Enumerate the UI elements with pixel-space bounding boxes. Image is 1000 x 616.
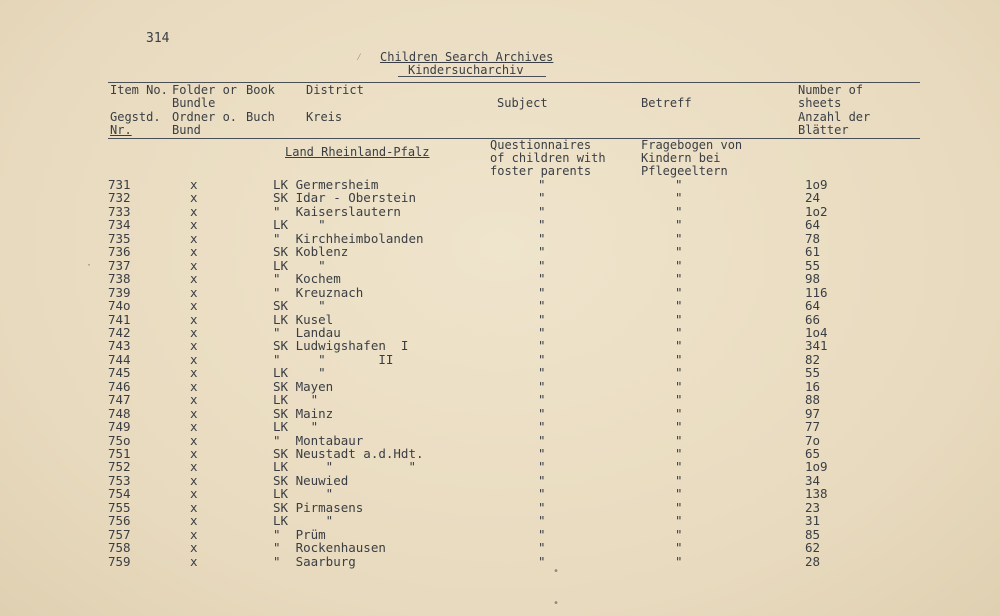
betreff-ditto: "	[675, 177, 683, 192]
sheet-count: 28	[805, 553, 821, 569]
document-title: Children Search Archives	[380, 50, 554, 64]
sheet-count: 88	[805, 392, 821, 408]
sheet-count: 1o9	[805, 177, 828, 192]
table-row	[0, 379, 1000, 393]
folder-mark: x	[190, 244, 198, 260]
item-number: 737	[108, 257, 131, 273]
folder-mark: x	[190, 486, 198, 502]
folder-mark: x	[190, 553, 198, 569]
subject-ditto: "	[538, 499, 546, 515]
betreff-ditto: "	[675, 244, 683, 260]
item-number: 746	[108, 378, 131, 394]
district-cell: LK "	[273, 486, 334, 502]
district-cell: " Landau	[273, 324, 341, 340]
item-number: 747	[108, 392, 131, 408]
item-number: 733	[108, 203, 131, 219]
item-number: 753	[108, 472, 131, 488]
subject-ditto: "	[538, 419, 546, 435]
table-row	[0, 527, 1000, 541]
subject-ditto: "	[538, 472, 546, 488]
betreff-ditto: "	[675, 230, 683, 246]
item-number: 736	[108, 244, 131, 260]
table-row	[0, 190, 1000, 204]
betreff-ditto: "	[675, 405, 683, 421]
sheet-count: 55	[805, 365, 821, 381]
district-cell: LK " "	[273, 459, 416, 475]
item-number: 734	[108, 217, 131, 233]
betreff-ditto: "	[675, 446, 683, 461]
folder-mark: x	[190, 203, 198, 219]
subject-ditto: "	[538, 311, 546, 327]
table-row	[0, 352, 1000, 366]
folder-mark: x	[190, 338, 198, 354]
table-row	[0, 433, 1000, 447]
folder-mark: x	[190, 432, 198, 448]
sheet-count: 1o9	[805, 459, 828, 475]
folder-mark: x	[190, 311, 198, 327]
section-betreff-line-1: Fragebogen von	[641, 138, 743, 152]
district-cell: SK Mainz	[273, 405, 334, 421]
district-cell: LK "	[273, 419, 319, 435]
folder-mark: x	[190, 540, 198, 556]
betreff-ditto: "	[675, 190, 683, 206]
table-row	[0, 177, 1000, 191]
sheet-count: 82	[805, 351, 821, 367]
pen-mark: ⁄	[356, 52, 363, 63]
betreff-ditto: "	[675, 311, 683, 327]
header-ordner: Ordner o.	[172, 110, 238, 124]
betreff-ditto: "	[675, 365, 683, 381]
folder-mark: x	[190, 392, 198, 408]
item-number: 745	[108, 365, 131, 381]
header-book: Book	[246, 83, 275, 97]
section-betreff-line-3: Pflegeeltern	[641, 164, 728, 178]
item-number: 759	[108, 553, 131, 569]
item-number: 752	[108, 459, 131, 475]
folder-mark: x	[190, 365, 198, 381]
betreff-ditto: "	[675, 298, 683, 314]
item-number: 751	[108, 446, 131, 461]
table-row	[0, 459, 1000, 473]
district-cell: " Rockenhausen	[273, 540, 386, 556]
table-row	[0, 486, 1000, 500]
betreff-ditto: "	[675, 553, 683, 569]
subject-ditto: "	[538, 271, 546, 287]
item-number: 741	[108, 311, 131, 327]
folder-mark: x	[190, 284, 198, 300]
section-subject-line-3: foster parents	[490, 164, 592, 178]
subtitle-underline	[398, 76, 546, 77]
subject-ditto: "	[538, 351, 546, 367]
betreff-ditto: "	[675, 271, 683, 287]
subject-ditto: "	[538, 365, 546, 381]
folder-mark: x	[190, 324, 198, 340]
table-row	[0, 419, 1000, 433]
betreff-ditto: "	[675, 419, 683, 435]
header-gegstd: Gegstd.	[110, 110, 161, 124]
betreff-ditto: "	[675, 472, 683, 488]
table-row	[0, 540, 1000, 554]
sheet-count: 61	[805, 244, 821, 260]
subject-ditto: "	[538, 217, 546, 233]
header-folder-or: Folder or	[172, 83, 238, 97]
sheet-count: 55	[805, 257, 821, 273]
table-row	[0, 298, 1000, 312]
item-number: 748	[108, 405, 131, 421]
betreff-ditto: "	[675, 486, 683, 502]
district-cell: " Kirchheimbolanden	[273, 230, 424, 246]
district-cell: LK "	[273, 257, 326, 273]
folder-mark: x	[190, 526, 198, 542]
sheet-count: 34	[805, 472, 821, 488]
folder-mark: x	[190, 177, 198, 192]
betreff-ditto: "	[675, 378, 683, 394]
item-number: 757	[108, 526, 131, 542]
sheet-count: 24	[805, 190, 821, 206]
item-number: 755	[108, 499, 131, 515]
subject-ditto: "	[538, 338, 546, 354]
header-nr: Nr.	[110, 123, 132, 137]
folder-mark: x	[190, 230, 198, 246]
item-number: 754	[108, 486, 131, 502]
district-cell: SK Idar - Oberstein	[273, 190, 416, 206]
sheet-count: 64	[805, 298, 821, 314]
betreff-ditto: "	[675, 540, 683, 556]
table-row	[0, 312, 1000, 326]
table-row	[0, 406, 1000, 420]
district-cell: LK Kusel	[273, 311, 334, 327]
subject-ditto: "	[538, 432, 546, 448]
header-buch: Buch	[246, 110, 275, 124]
sheet-count: 116	[805, 284, 828, 300]
subject-ditto: "	[538, 257, 546, 273]
district-cell: SK "	[273, 298, 326, 314]
header-subject: Subject	[497, 96, 548, 110]
folder-mark: x	[190, 190, 198, 206]
item-number: 743	[108, 338, 131, 354]
folder-mark: x	[190, 257, 198, 273]
folder-mark: x	[190, 378, 198, 394]
sheet-count: 1o2	[805, 203, 828, 219]
district-cell: " Montabaur	[273, 432, 364, 448]
sheet-count: 1o4	[805, 324, 828, 340]
district-cell: LK "	[273, 513, 334, 529]
district-cell: LK "	[273, 217, 326, 233]
folder-mark: x	[190, 405, 198, 421]
table-row	[0, 258, 1000, 272]
betreff-ditto: "	[675, 432, 683, 448]
district-cell: SK Neustadt a.d.Hdt.	[273, 446, 424, 461]
table-row	[0, 231, 1000, 245]
folder-mark: x	[190, 472, 198, 488]
sheet-count: 138	[805, 486, 828, 502]
folder-mark: x	[190, 419, 198, 435]
folder-mark: x	[190, 298, 198, 314]
betreff-ditto: "	[675, 459, 683, 475]
sheet-count: 85	[805, 526, 821, 542]
subject-ditto: "	[538, 486, 546, 502]
subject-ditto: "	[538, 244, 546, 260]
header-bund: Bund	[172, 123, 201, 137]
sheet-count: 341	[805, 338, 828, 354]
header-bundle: Bundle	[172, 96, 216, 110]
subject-ditto: "	[538, 446, 546, 461]
district-cell: SK Pirmasens	[273, 499, 364, 515]
district-cell: " Kreuznach	[273, 284, 364, 300]
betreff-ditto: "	[675, 324, 683, 340]
table-row	[0, 513, 1000, 527]
district-cell: SK Mayen	[273, 378, 334, 394]
betreff-ditto: "	[675, 513, 683, 529]
sheet-count: 16	[805, 378, 821, 394]
district-cell: LK Germersheim	[273, 177, 379, 192]
folder-mark: x	[190, 459, 198, 475]
item-number: 731	[108, 177, 131, 192]
subject-ditto: "	[538, 378, 546, 394]
item-number: 749	[108, 419, 131, 435]
table-row	[0, 446, 1000, 460]
subject-ditto: "	[538, 230, 546, 246]
item-number: 74o	[108, 298, 131, 314]
subject-ditto: "	[538, 459, 546, 475]
table-row	[0, 473, 1000, 487]
folder-mark: x	[190, 446, 198, 461]
table-row	[0, 285, 1000, 299]
section-subject-line-1: Questionnaires	[490, 138, 592, 152]
item-number: 75o	[108, 432, 131, 448]
betreff-ditto: "	[675, 526, 683, 542]
speck-mark: •	[553, 598, 560, 609]
header-district: District	[306, 83, 364, 97]
subject-ditto: "	[538, 540, 546, 556]
subject-ditto: "	[538, 392, 546, 408]
betreff-ditto: "	[675, 338, 683, 354]
district-cell: " Kochem	[273, 271, 341, 287]
betreff-ditto: "	[675, 257, 683, 273]
folder-mark: x	[190, 513, 198, 529]
sheet-count: 77	[805, 419, 821, 435]
betreff-ditto: "	[675, 284, 683, 300]
betreff-ditto: "	[675, 392, 683, 408]
subject-ditto: "	[538, 284, 546, 300]
sheet-count: 7o	[805, 432, 821, 448]
sheet-count: 66	[805, 311, 821, 327]
item-number: 739	[108, 284, 131, 300]
section-subject-line-2: of children with	[490, 151, 606, 165]
subject-ditto: "	[538, 324, 546, 340]
district-cell: LK "	[273, 392, 319, 408]
subject-ditto: "	[538, 513, 546, 529]
header-number-of: Number of	[798, 83, 864, 97]
speck-mark: ·	[86, 260, 93, 271]
district-cell: " Saarburg	[273, 553, 356, 569]
table-row	[0, 204, 1000, 218]
header-blaetter: Blätter	[798, 123, 849, 137]
sheet-count: 31	[805, 513, 821, 529]
item-number: 756	[108, 513, 131, 529]
subject-ditto: "	[538, 203, 546, 219]
betreff-ditto: "	[675, 499, 683, 515]
district-cell: " Prüm	[273, 526, 326, 542]
subject-ditto: "	[538, 526, 546, 542]
table-row	[0, 500, 1000, 514]
district-cell: LK "	[273, 365, 326, 381]
table-row	[0, 365, 1000, 379]
header-betreff: Betreff	[641, 96, 692, 110]
sheet-count: 78	[805, 230, 821, 246]
betreff-ditto: "	[675, 351, 683, 367]
header-anzahl-der: Anzahl der	[798, 110, 871, 124]
table-row	[0, 392, 1000, 406]
section-betreff-line-2: Kindern bei	[641, 151, 721, 165]
subject-ditto: "	[538, 177, 546, 192]
item-number: 758	[108, 540, 131, 556]
header-kreis: Kreis	[306, 110, 343, 124]
subject-ditto: "	[538, 298, 546, 314]
table-row	[0, 244, 1000, 258]
table-row	[0, 217, 1000, 231]
item-number: 738	[108, 271, 131, 287]
document-subtitle: Kindersucharchiv	[408, 63, 524, 77]
section-land: Land Rheinland-Pfalz	[285, 145, 430, 159]
betreff-ditto: "	[675, 203, 683, 219]
subject-ditto: "	[538, 190, 546, 206]
speck-mark: •	[553, 566, 560, 577]
folder-mark: x	[190, 499, 198, 515]
district-cell: SK Neuwied	[273, 472, 349, 488]
header-sheets: sheets	[798, 96, 842, 110]
district-cell: SK Ludwigshafen I	[273, 338, 409, 354]
folder-mark: x	[190, 217, 198, 233]
sheet-count: 98	[805, 271, 821, 287]
sheet-count: 62	[805, 540, 821, 556]
table-row	[0, 271, 1000, 285]
table-row	[0, 325, 1000, 339]
folder-mark: x	[190, 271, 198, 287]
page-number: 314	[146, 31, 170, 46]
item-number: 742	[108, 324, 131, 340]
subject-ditto: "	[538, 405, 546, 421]
sheet-count: 65	[805, 446, 821, 461]
sheet-count: 97	[805, 405, 821, 421]
sheet-count: 64	[805, 217, 821, 233]
item-number: 732	[108, 190, 131, 206]
header-item-no: Item No.	[110, 83, 168, 97]
item-number: 744	[108, 351, 131, 367]
subject-ditto: "	[538, 553, 546, 569]
table-row	[0, 338, 1000, 352]
sheet-count: 23	[805, 499, 821, 515]
folder-mark: x	[190, 351, 198, 367]
district-cell: SK Koblenz	[273, 244, 349, 260]
district-cell: " " II	[273, 351, 394, 367]
betreff-ditto: "	[675, 217, 683, 233]
table-row	[0, 554, 1000, 568]
district-cell: " Kaiserslautern	[273, 203, 401, 219]
item-number: 735	[108, 230, 131, 246]
